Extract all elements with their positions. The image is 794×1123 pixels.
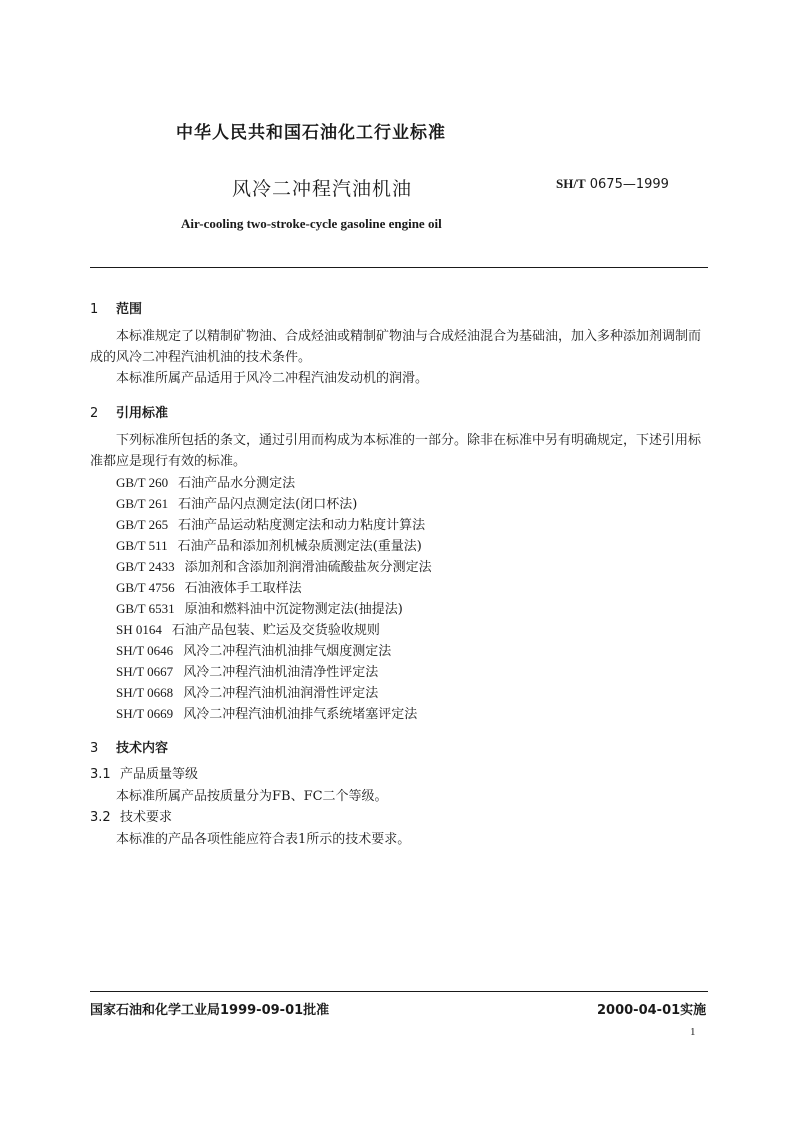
subsection-heading-quality-grade [90,764,198,785]
reference-item [116,514,432,535]
subsection-title: 技术要求 [120,810,173,825]
reference-name: 风冷二冲程汽油机油排气系统堵塞评定法 [183,707,418,722]
footer-divider [90,991,708,992]
reference-name: 石油产品包装、贮运及交货验收规则 [171,623,380,638]
section-number: 3 [90,741,99,756]
section-number: 2 [90,406,99,421]
reference-name: 石油产品和添加剂机械杂质测定法(重量法) [177,539,422,554]
reference-name: 原油和燃料油中沉淀物测定法(抽提法) [184,602,403,617]
subsection-heading-requirements [90,807,172,828]
document-title: 风冷二冲程汽油机油 [232,178,413,200]
reference-list [116,472,432,724]
header-divider [90,267,708,268]
reference-name: 石油产品闪点测定法(闭口杯法) [178,497,358,512]
reference-code: SH/T 0646 [116,643,174,658]
references-intro-paragraph: 下列标准所包括的条文，通过引用而构成为本标准的一部分。除非在标准中另有明确规定，下述引用标准都应是现行有效的标准。 [90,433,702,469]
reference-code: GB/T 261 [116,496,169,511]
reference-code: SH/T 0667 [116,664,174,679]
reference-item [116,577,432,598]
section-heading-references [90,402,168,421]
reference-name: 风冷二冲程汽油机油排气烟度测定法 [183,644,392,659]
quality-grade-paragraph: 本标准所属产品按质量分为FB、FC二个等级。 [116,789,388,804]
section-title: 引用标准 [116,406,169,421]
reference-item [116,619,432,640]
reference-code: GB/T 2433 [116,559,175,574]
reference-code: SH/T 0668 [116,685,174,700]
reference-code: GB/T 6531 [116,601,175,616]
standard-number: 0675—1999 [589,177,669,192]
standard-code [556,176,669,192]
section-heading-scope [90,298,142,317]
standard-prefix: SH/T [556,176,586,191]
scope-paragraph-1: 本标准规定了以精制矿物油、合成烃油或精制矿物油与合成烃油混合为基础油，加入多种添加剂调制而成的风冷二冲程汽油机油的技术条件。 [90,329,702,365]
reference-code: SH 0164 [116,622,162,637]
implementation-date: 2000-04-01实施 [597,1003,707,1018]
reference-item [116,472,432,493]
reference-item [116,640,432,661]
reference-item [116,661,432,682]
reference-code: GB/T 265 [116,517,169,532]
section-heading-technical [90,737,168,756]
reference-name: 风冷二冲程汽油机油清净性评定法 [183,665,379,680]
issuing-authority: 中华人民共和国石油化工行业标准 [176,123,446,143]
reference-item [116,703,432,724]
reference-item [116,493,432,514]
scope-paragraph-2: 本标准所属产品适用于风冷二冲程汽油发动机的润滑。 [116,371,429,386]
reference-code: GB/T 511 [116,538,168,553]
page-number: 1 [690,1026,696,1038]
reference-name: 石油液体手工取样法 [184,581,302,596]
reference-item [116,682,432,703]
reference-item [116,556,432,577]
reference-code: SH/T 0669 [116,706,174,721]
subsection-number: 3.1 [90,767,111,782]
subsection-title: 产品质量等级 [120,767,199,782]
reference-name: 石油产品运动粘度测定法和动力粘度计算法 [178,518,426,533]
reference-item [116,598,432,619]
requirements-paragraph: 本标准的产品各项性能应符合表1所示的技术要求。 [116,832,411,847]
reference-item [116,535,432,556]
approval-statement: 国家石油和化学工业局1999-09-01批准 [90,1003,330,1018]
reference-code: GB/T 260 [116,475,169,490]
reference-name: 添加剂和含添加剂润滑油硫酸盐灰分测定法 [184,560,432,575]
subsection-number: 3.2 [90,810,111,825]
reference-code: GB/T 4756 [116,580,175,595]
section-number: 1 [90,302,99,317]
reference-name: 风冷二冲程汽油机油润滑性评定法 [183,686,379,701]
english-title: Air-cooling two-stroke-cycle gasoline engine oil [181,216,442,231]
section-title: 范围 [116,302,143,317]
reference-name: 石油产品水分测定法 [178,476,296,491]
section-title: 技术内容 [116,741,169,756]
